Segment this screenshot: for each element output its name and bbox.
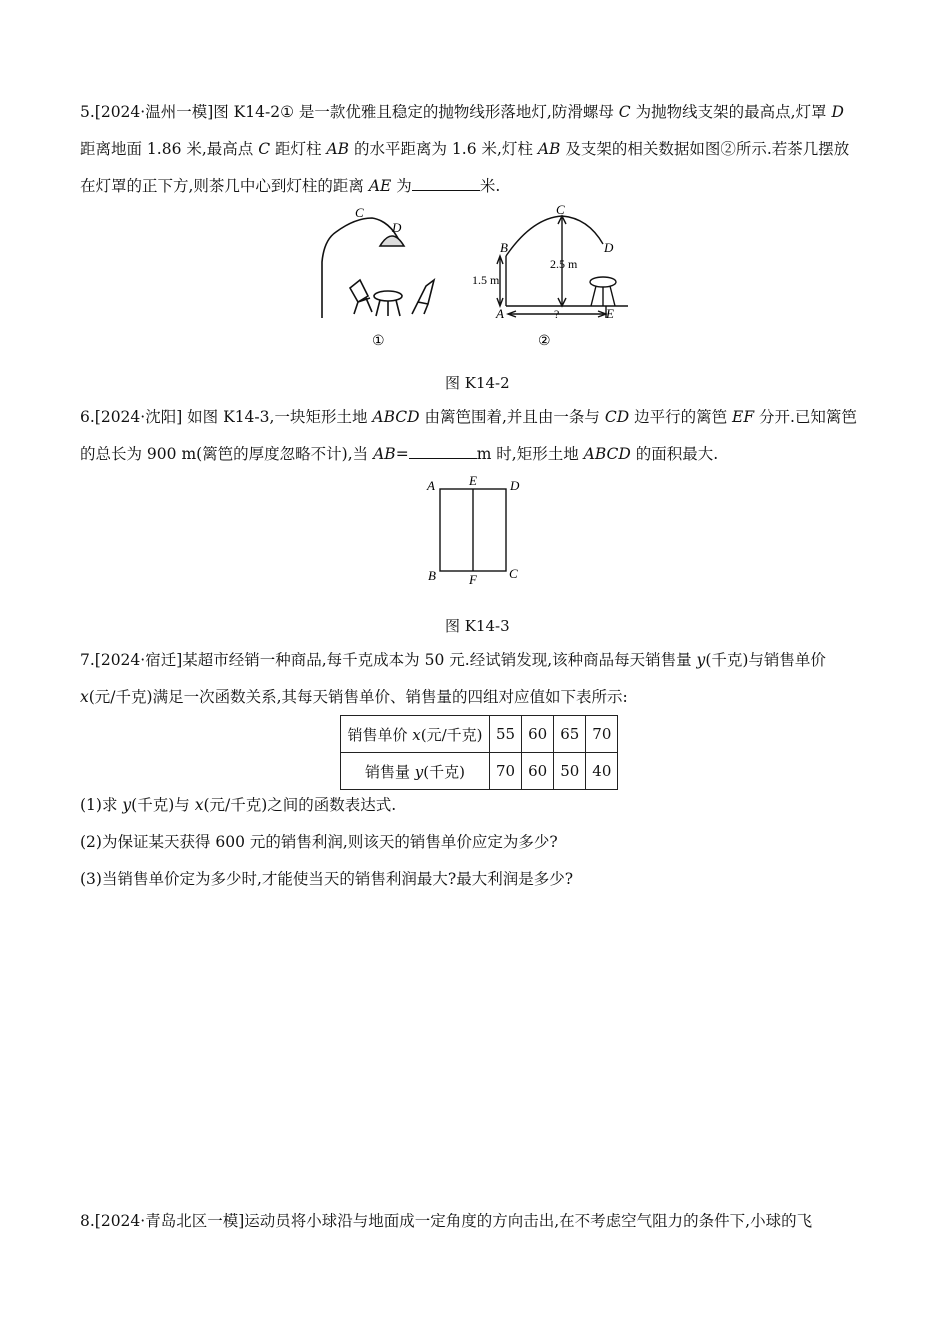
figure-1-lamp: [322, 218, 434, 318]
fig1-label-d: D: [392, 220, 402, 235]
label-f: F: [469, 572, 477, 587]
fig2-label-b: B: [500, 240, 508, 255]
q6-line-2: 的总长为 900 m(篱笆的厚度忽略不计),当 AB= m 时,矩形土地 ABCD 的面积最大.: [80, 445, 719, 463]
fig2-label-e: E: [606, 306, 614, 321]
table-cell: 50: [554, 753, 586, 790]
lamp-shade: [380, 236, 404, 246]
fig2-label-c: C: [556, 202, 565, 217]
fig1-number: ①: [372, 334, 385, 349]
fig2-label-1-5m: 1.5 m: [472, 273, 500, 287]
table-cell: 70: [586, 716, 618, 753]
label-a: A: [427, 478, 435, 493]
fig2-number: ②: [538, 334, 551, 349]
fig2-label-2-5m: 2.5 m: [550, 257, 578, 271]
label-e: E: [469, 474, 477, 488]
table-cell: 70: [490, 753, 522, 790]
fig2-label-question: ?: [554, 307, 560, 321]
caption-k14-2: 图 K14-2: [445, 374, 510, 392]
question-7-subparts: [80, 787, 870, 898]
chair-left: [350, 280, 372, 314]
row-head-price: 销售单价 x(元/千克): [341, 716, 490, 753]
fig2-label-d: D: [604, 240, 614, 255]
q7-line-1: 7.[2024·宿迁]某超市经销一种商品,每千克成本为 50 元.经试销发现,该种商品每天销售量 y(千克)与销售单价: [80, 651, 826, 669]
row-head-sales: 销售量 y(千克): [341, 753, 490, 790]
q5-line-2: 距离地面 1.86 米,最高点 C 距灯柱 AB 的水平距离为 1.6 米,灯柱 AB 及支架的相关数据如图②所示.若茶几摆放: [80, 140, 850, 158]
parabola-support: [506, 216, 603, 256]
table-row: [341, 716, 618, 753]
q8-line-1: 8.[2024·青岛北区一模]运动员将小球沿与地面成一定角度的方向击出,在不考虑空气阻力的条件下,小球的飞: [80, 1212, 813, 1230]
price-sales-table: [340, 715, 618, 790]
figure-k14-3: [420, 474, 530, 589]
question-6: [80, 399, 870, 473]
q7-sub-1: (1)求 y(千克)与 x(元/千克)之间的函数表达式.: [80, 796, 397, 814]
table-cell: 65: [554, 716, 586, 753]
q7-sub-2: (2)为保证某天获得 600 元的销售利润,则该天的销售单价应定为多少?: [80, 833, 558, 851]
table-cell: 60: [522, 753, 554, 790]
label-d: D: [510, 478, 520, 493]
answer-blank: [412, 189, 480, 191]
label-c: C: [509, 566, 518, 581]
tea-table: [374, 291, 402, 301]
q5-line-3: 在灯罩的正下方,则茶几中心到灯柱的距离 AE 为 米.: [80, 177, 501, 195]
q5-line-1: 5.[2024·温州一模]图 K14-2① 是一款优雅且稳定的抛物线形落地灯,防滑螺母 C 为抛物线支架的最高点,灯罩 D: [80, 103, 844, 121]
question-8: [80, 1203, 870, 1240]
table-cell: 40: [586, 753, 618, 790]
q7-sub-3: (3)当销售单价定为多少时,才能使当天的销售利润最大?最大利润是多少?: [80, 870, 574, 888]
table-row: [341, 753, 618, 790]
label-b: B: [428, 568, 436, 583]
chair-right: [412, 280, 434, 314]
table-cell: 60: [522, 716, 554, 753]
table-cell: 55: [490, 716, 522, 753]
table-top: [590, 277, 616, 287]
fig1-label-c: C: [355, 205, 364, 220]
q7-line-2: x(元/千克)满足一次函数关系,其每天销售单价、销售量的四组对应值如下表所示:: [80, 688, 628, 706]
fig2-label-a: A: [496, 306, 504, 321]
q6-line-1: 6.[2024·沈阳] 如图 K14-3,一块矩形土地 ABCD 由篱笆围着,并且由一条与 CD 边平行的篱笆 EF 分开.已知篱笆: [80, 408, 857, 426]
question-5: [80, 94, 870, 205]
caption-k14-3: 图 K14-3: [445, 617, 510, 635]
question-7: [80, 642, 870, 716]
figure-k14-2: [300, 200, 650, 360]
answer-blank: [409, 457, 477, 459]
